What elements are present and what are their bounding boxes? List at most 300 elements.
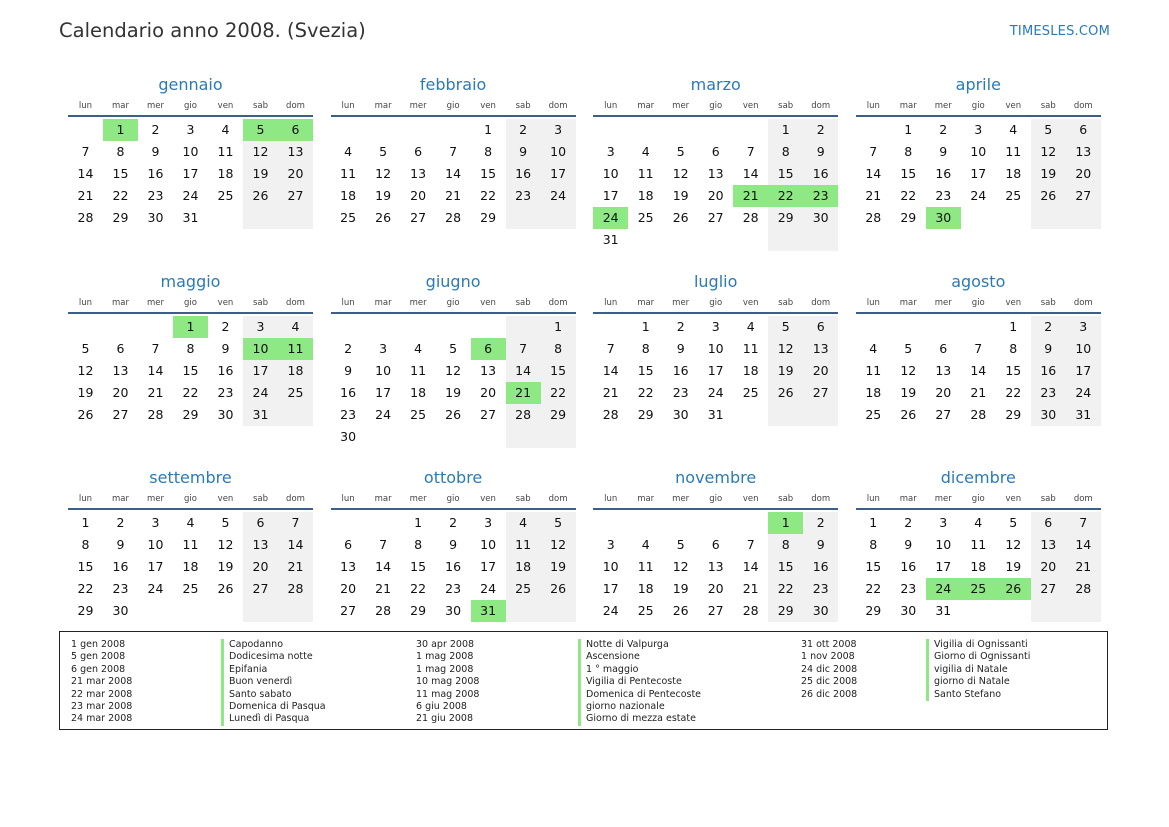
weekday-header xyxy=(593,491,838,510)
day-cell: 18 xyxy=(1005,166,1022,181)
weekday-label: dom xyxy=(286,101,305,111)
empty-day-cell xyxy=(593,512,628,534)
legend-holiday-name: Domenica di Pentecoste xyxy=(578,689,701,701)
day-grid xyxy=(856,316,1101,426)
empty-day-cell xyxy=(891,316,926,338)
day-cell: 20 xyxy=(112,384,129,400)
month-aprile xyxy=(856,72,1101,269)
day-cell: 4 xyxy=(278,316,313,338)
day-cell: 2 xyxy=(676,318,685,334)
weekday-label: gio xyxy=(184,101,197,111)
weekday-label: mer xyxy=(934,297,952,308)
day-cell: 16 xyxy=(112,559,129,574)
month-marzo xyxy=(593,72,838,269)
weekday-label: gio xyxy=(709,101,723,111)
day-cell: 3 xyxy=(606,537,615,552)
day-cell: 1 xyxy=(1009,318,1018,334)
legend-holiday-name: Notte di Valpurga xyxy=(578,639,701,651)
day-cell: 2 xyxy=(904,515,913,530)
day-cell: 31 xyxy=(243,404,278,426)
legend-date: 22 mar 2008 xyxy=(71,688,133,700)
weekday-header xyxy=(331,98,576,117)
empty-day-cell xyxy=(366,426,401,448)
empty-day-cell xyxy=(663,229,698,251)
day-cell: 29 xyxy=(541,404,576,426)
legend-holiday-name: Lunedì di Pasqua xyxy=(221,713,326,725)
day-cell: 26 xyxy=(77,406,94,422)
empty-day-cell xyxy=(366,119,401,141)
day-cell: 21 xyxy=(602,384,619,400)
weekday-label: ven xyxy=(1005,297,1022,308)
day-cell: 4 xyxy=(641,537,650,552)
day-cell: 21 xyxy=(742,581,759,596)
day-cell: 22 xyxy=(768,578,803,600)
legend-names-column xyxy=(221,639,326,726)
empty-day-cell xyxy=(331,119,366,141)
day-grid xyxy=(68,512,313,622)
day-cell: 8 xyxy=(869,537,878,552)
month-title: gennaio xyxy=(158,75,223,94)
day-cell: 4 xyxy=(221,122,230,137)
day-cell: 13 xyxy=(707,559,724,574)
day-cell: 12 xyxy=(77,362,94,378)
day-cell: 5 xyxy=(1031,119,1066,141)
weekday-label: gio xyxy=(446,297,460,308)
weekday-header xyxy=(331,491,576,510)
day-cell: 23 xyxy=(672,384,689,400)
day-cell: 12 xyxy=(900,362,917,378)
day-cell: 8 xyxy=(904,144,913,159)
holiday-day-cell: 22 xyxy=(768,185,803,207)
day-cell: 18 xyxy=(970,559,987,574)
day-cell: 15 xyxy=(480,166,497,181)
legend-date: 30 apr 2008 xyxy=(416,639,475,650)
legend-date: 1 mag 2008 xyxy=(416,651,474,663)
day-cell: 16 xyxy=(445,559,462,574)
month-title: luglio xyxy=(693,271,738,291)
day-cell: 27 xyxy=(707,603,724,618)
day-cell: 25 xyxy=(182,581,199,596)
month-title: giugno xyxy=(425,271,481,291)
day-cell: 8 xyxy=(116,144,125,159)
day-cell: 25 xyxy=(217,188,234,203)
empty-day-cell xyxy=(366,512,401,534)
legend-holiday-name: Dodicesima notte xyxy=(221,651,326,663)
holiday-day-cell: 26 xyxy=(996,578,1031,600)
weekday-label: gio xyxy=(971,101,985,111)
day-cell: 13 xyxy=(935,362,952,378)
weekday-label: mer xyxy=(672,494,690,504)
holiday-day-cell: 23 xyxy=(803,185,838,207)
weekday-label: gio xyxy=(184,494,197,504)
day-cell: 18 xyxy=(742,362,759,378)
day-cell: 21 xyxy=(77,188,94,203)
empty-day-cell xyxy=(733,229,768,251)
empty-day-cell xyxy=(173,600,208,622)
legend-date: 21 giu 2008 xyxy=(416,713,473,725)
day-cell: 4 xyxy=(186,515,195,530)
day-cell: 13 xyxy=(480,362,497,378)
day-cell: 12 xyxy=(1031,141,1066,163)
weekday-header xyxy=(68,295,313,314)
empty-day-cell xyxy=(1066,600,1101,622)
day-cell: 15 xyxy=(768,163,803,185)
day-cell: 16 xyxy=(1031,360,1066,382)
day-grid xyxy=(856,119,1101,229)
day-cell: 10 xyxy=(1066,338,1101,360)
day-cell: 3 xyxy=(974,122,983,137)
empty-day-cell xyxy=(436,119,471,141)
weekday-label: lun xyxy=(78,494,93,504)
holiday-day-cell: 11 xyxy=(278,338,313,360)
legend-date: 11 mag 2008 xyxy=(416,688,480,700)
empty-day-cell xyxy=(733,119,768,141)
day-cell: 19 xyxy=(541,556,576,578)
weekday-label: ven xyxy=(742,101,759,111)
day-cell: 5 xyxy=(81,340,90,356)
weekday-label: mer xyxy=(409,101,427,111)
empty-day-cell xyxy=(436,426,471,448)
empty-day-cell xyxy=(1066,207,1101,229)
day-cell: 1 xyxy=(484,122,493,137)
day-cell: 21 xyxy=(375,581,392,596)
weekday-label: mar xyxy=(899,494,917,504)
day-cell: 27 xyxy=(1066,185,1101,207)
legend-holiday-name: Giorno di mezza estate xyxy=(578,713,701,725)
day-cell: 5 xyxy=(1009,515,1018,530)
empty-day-cell xyxy=(1031,600,1066,622)
empty-day-cell xyxy=(628,229,663,251)
empty-day-cell xyxy=(961,207,996,229)
legend-holiday-name: Epifania xyxy=(221,664,326,676)
weekday-label: sab xyxy=(778,494,794,504)
holiday-day-cell: 10 xyxy=(243,338,278,360)
day-cell: 15 xyxy=(182,362,199,378)
day-cell: 12 xyxy=(375,166,392,181)
day-cell: 17 xyxy=(707,362,724,378)
day-cell: 14 xyxy=(77,166,94,181)
day-cell: 3 xyxy=(186,122,195,137)
month-title: maggio xyxy=(160,271,221,291)
day-cell: 23 xyxy=(217,384,234,400)
weekday-label: gio xyxy=(971,494,985,504)
day-cell: 30 xyxy=(147,210,164,225)
day-cell: 24 xyxy=(707,384,724,400)
holiday-day-cell: 21 xyxy=(506,382,541,404)
day-cell: 5 xyxy=(449,340,458,356)
day-cell: 24 xyxy=(243,382,278,404)
day-cell: 20 xyxy=(707,188,724,203)
weekday-label: dom xyxy=(1073,297,1093,308)
empty-day-cell xyxy=(506,600,541,622)
day-cell: 24 xyxy=(970,188,987,203)
empty-day-cell xyxy=(436,316,471,338)
day-cell: 1 xyxy=(414,515,423,530)
month-title: ottobre xyxy=(423,468,483,487)
day-cell: 13 xyxy=(410,166,427,181)
page-title: Calendario anno 2008. (Svezia) xyxy=(59,19,366,42)
day-cell: 16 xyxy=(935,166,952,181)
day-grid xyxy=(68,119,313,229)
day-cell: 21 xyxy=(147,384,164,400)
day-cell: 26 xyxy=(217,581,234,596)
day-cell: 28 xyxy=(77,210,94,225)
day-cell: 22 xyxy=(112,188,129,203)
day-cell: 25 xyxy=(506,578,541,600)
day-cell: 10 xyxy=(970,144,987,159)
legend-date: 23 mar 2008 xyxy=(71,701,133,713)
day-cell: 3 xyxy=(484,515,493,530)
day-cell: 7 xyxy=(606,340,615,356)
day-cell: 7 xyxy=(869,144,878,159)
day-cell: 29 xyxy=(410,603,427,618)
day-cell: 2 xyxy=(803,512,838,534)
day-cell: 10 xyxy=(602,166,619,181)
day-cell: 11 xyxy=(637,559,654,574)
empty-day-cell xyxy=(698,512,733,534)
day-cell: 27 xyxy=(935,406,952,422)
day-cell: 24 xyxy=(541,185,576,207)
day-cell: 7 xyxy=(278,512,313,534)
month-gennaio xyxy=(68,72,313,269)
empty-day-cell xyxy=(208,600,243,622)
day-cell: 17 xyxy=(480,559,497,574)
empty-day-cell xyxy=(803,229,838,251)
month-febbraio xyxy=(331,72,576,269)
day-cell: 9 xyxy=(803,534,838,556)
day-cell: 24 xyxy=(480,581,497,596)
weekday-header xyxy=(856,98,1101,117)
day-cell: 24 xyxy=(147,581,164,596)
day-cell: 30 xyxy=(803,207,838,229)
empty-day-cell xyxy=(401,426,436,448)
day-cell: 25 xyxy=(742,384,759,400)
day-cell: 30 xyxy=(217,406,234,422)
day-cell: 29 xyxy=(865,603,882,618)
day-cell: 27 xyxy=(243,578,278,600)
day-cell: 31 xyxy=(1066,404,1101,426)
day-cell: 15 xyxy=(768,556,803,578)
weekday-label: lun xyxy=(341,494,355,504)
weekday-label: sab xyxy=(252,494,269,504)
day-cell: 2 xyxy=(1031,316,1066,338)
month-title: agosto xyxy=(951,271,1006,291)
day-cell: 7 xyxy=(746,144,755,159)
day-cell: 26 xyxy=(541,578,576,600)
day-cell: 27 xyxy=(707,210,724,225)
weekday-label: lun xyxy=(604,101,618,111)
holiday-day-cell: 24 xyxy=(593,207,628,229)
empty-day-cell xyxy=(698,119,733,141)
weekday-label: mer xyxy=(934,494,952,504)
holiday-day-cell: 25 xyxy=(961,578,996,600)
day-cell: 10 xyxy=(182,144,199,159)
day-cell: 12 xyxy=(768,338,803,360)
day-cell: 21 xyxy=(970,384,987,400)
day-cell: 23 xyxy=(900,581,917,596)
day-cell: 5 xyxy=(768,316,803,338)
day-cell: 19 xyxy=(445,384,462,400)
day-cell: 28 xyxy=(278,578,313,600)
day-cell: 28 xyxy=(445,210,462,225)
legend-holiday-name: Capodanno xyxy=(221,639,326,651)
weekday-label: ven xyxy=(742,494,759,504)
day-cell: 4 xyxy=(641,144,650,159)
day-cell: 2 xyxy=(221,318,230,334)
day-cell: 4 xyxy=(1009,122,1018,137)
empty-day-cell xyxy=(768,229,803,251)
day-cell: 29 xyxy=(182,406,199,422)
day-cell: 7 xyxy=(449,144,458,159)
weekday-label: sab xyxy=(1040,101,1056,111)
day-cell: 17 xyxy=(243,360,278,382)
day-cell: 3 xyxy=(151,515,160,530)
day-cell: 8 xyxy=(768,141,803,163)
day-cell: 10 xyxy=(147,537,164,552)
day-cell: 28 xyxy=(1066,578,1101,600)
day-cell: 3 xyxy=(379,340,388,356)
day-cell: 20 xyxy=(803,360,838,382)
day-cell: 30 xyxy=(340,428,357,444)
day-cell: 29 xyxy=(768,600,803,622)
day-cell: 11 xyxy=(742,340,759,356)
day-cell: 9 xyxy=(344,362,353,378)
day-cell: 14 xyxy=(445,166,462,181)
day-cell: 23 xyxy=(445,581,462,596)
day-cell: 15 xyxy=(637,362,654,378)
day-cell: 25 xyxy=(1005,188,1022,203)
weekday-label: dom xyxy=(548,297,568,308)
weekday-label: lun xyxy=(604,494,618,504)
month-title: dicembre xyxy=(940,468,1016,487)
day-cell: 15 xyxy=(77,559,94,574)
empty-day-cell xyxy=(698,229,733,251)
day-grid xyxy=(331,119,576,229)
empty-day-cell xyxy=(68,316,103,338)
day-cell: 30 xyxy=(445,603,462,618)
day-cell: 27 xyxy=(1031,578,1066,600)
empty-day-cell xyxy=(401,119,436,141)
weekday-label: ven xyxy=(480,494,496,504)
weekday-header xyxy=(593,98,838,117)
day-cell: 9 xyxy=(676,340,685,356)
day-cell: 19 xyxy=(243,163,278,185)
legend-holiday-name: vigilia di Natale xyxy=(926,664,1030,676)
day-cell: 8 xyxy=(414,537,423,552)
day-cell: 16 xyxy=(506,163,541,185)
empty-day-cell xyxy=(593,119,628,141)
weekday-label: sab xyxy=(1040,494,1056,504)
day-cell: 10 xyxy=(602,559,619,574)
empty-day-cell xyxy=(68,119,103,141)
day-cell: 8 xyxy=(81,537,90,552)
day-cell: 18 xyxy=(865,384,882,400)
day-cell: 18 xyxy=(182,559,199,574)
day-cell: 15 xyxy=(865,559,882,574)
day-cell: 7 xyxy=(974,340,983,356)
legend-date: 5 gen 2008 xyxy=(71,651,126,663)
day-grid xyxy=(331,316,576,448)
weekday-label: lun xyxy=(341,297,355,308)
day-cell: 19 xyxy=(217,559,234,574)
holiday-day-cell: 24 xyxy=(926,578,961,600)
weekday-label: lun xyxy=(866,101,880,111)
day-cell: 11 xyxy=(410,362,427,378)
day-cell: 13 xyxy=(1066,141,1101,163)
day-cell: 7 xyxy=(151,340,160,356)
day-cell: 8 xyxy=(768,534,803,556)
day-cell: 10 xyxy=(935,537,952,552)
site-link[interactable]: TIMESLES.COM xyxy=(1009,24,1110,39)
day-cell: 30 xyxy=(112,603,129,618)
day-cell: 1 xyxy=(904,122,913,137)
day-cell: 31 xyxy=(935,603,952,618)
legend-holiday-name: Giorno di Ognissanti xyxy=(926,651,1030,663)
day-cell: 25 xyxy=(865,406,882,422)
day-cell: 7 xyxy=(81,144,90,159)
weekday-label: ven xyxy=(480,101,496,111)
empty-day-cell xyxy=(996,207,1031,229)
holiday-legend xyxy=(59,631,1108,730)
day-cell: 26 xyxy=(375,210,392,225)
weekday-header xyxy=(593,295,838,314)
empty-day-cell xyxy=(103,316,138,338)
day-cell: 26 xyxy=(672,210,689,225)
day-cell: 16 xyxy=(340,384,357,400)
day-cell: 21 xyxy=(445,188,462,203)
empty-day-cell xyxy=(208,207,243,229)
weekday-label: sab xyxy=(515,494,531,504)
weekday-label: sab xyxy=(252,101,269,111)
day-cell: 23 xyxy=(1031,382,1066,404)
day-cell: 4 xyxy=(506,512,541,534)
weekday-label: dom xyxy=(548,101,568,111)
empty-day-cell xyxy=(243,600,278,622)
weekday-label: lun xyxy=(341,101,355,111)
empty-day-cell xyxy=(506,316,541,338)
day-cell: 6 xyxy=(1066,119,1101,141)
day-cell: 8 xyxy=(641,340,650,356)
weekday-label: lun xyxy=(866,297,880,308)
weekday-label: mer xyxy=(409,494,427,504)
legend-dates-column xyxy=(801,639,857,701)
day-cell: 25 xyxy=(637,603,654,618)
day-cell: 4 xyxy=(869,340,878,356)
day-cell: 16 xyxy=(803,163,838,185)
day-cell: 29 xyxy=(77,603,94,618)
day-cell: 6 xyxy=(711,144,720,159)
legend-date: 6 giu 2008 xyxy=(416,701,467,713)
weekday-header xyxy=(68,98,313,117)
day-cell: 27 xyxy=(480,406,497,422)
day-cell: 26 xyxy=(243,185,278,207)
empty-day-cell xyxy=(541,600,576,622)
day-cell: 14 xyxy=(742,166,759,181)
weekday-label: mer xyxy=(672,297,690,308)
day-cell: 30 xyxy=(803,600,838,622)
empty-day-cell xyxy=(278,600,313,622)
day-cell: 18 xyxy=(410,384,427,400)
day-cell: 2 xyxy=(449,515,458,530)
day-cell: 16 xyxy=(900,559,917,574)
day-cell: 2 xyxy=(939,122,948,137)
weekday-label: mer xyxy=(146,297,164,308)
legend-date: 24 mar 2008 xyxy=(71,713,133,725)
weekday-label: gio xyxy=(446,101,460,111)
day-cell: 27 xyxy=(112,406,129,422)
day-cell: 29 xyxy=(480,210,497,225)
day-cell: 6 xyxy=(1031,512,1066,534)
